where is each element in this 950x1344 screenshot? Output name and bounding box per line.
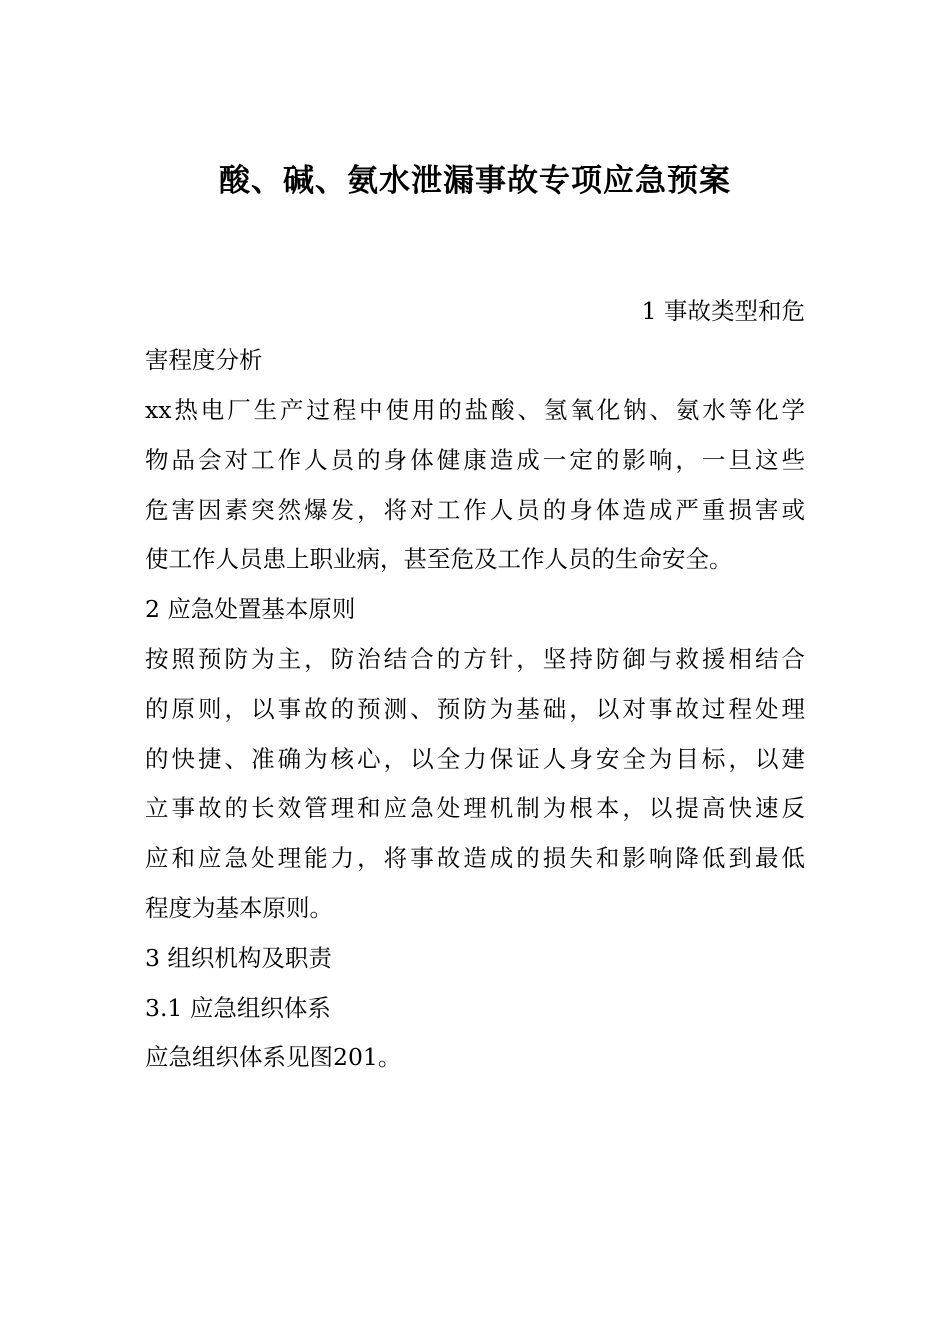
section-heading-2: 2 应急处置基本原则: [145, 595, 356, 623]
paragraph-line: 使工作人员患上职业病，甚至危及工作人员的生命安全。: [145, 545, 733, 573]
section-heading-3-1: 3.1 应急组织体系: [145, 994, 331, 1022]
document-title: 酸、碱、氨水泄漏事故专项应急预案: [219, 163, 731, 199]
section-heading-1b: 害程度分析: [145, 346, 263, 374]
paragraph-line: 的快捷、准确为核心，以全力保证人身安全为目标，以建: [145, 745, 805, 773]
paragraph-line: 立事故的长效管理和应急处理机制为根本，以提高快速反: [145, 794, 805, 822]
paragraph-line: 程度为基本原则。: [145, 894, 333, 922]
paragraph-line: 的原则，以事故的预测、预防为基础，以对事故过程处理: [145, 695, 805, 723]
paragraph-line: 危害因素突然爆发，将对工作人员的身体造成严重损害或: [145, 496, 805, 524]
section-heading-3: 3 组织机构及职责: [145, 944, 332, 972]
paragraph-line: xx热电厂生产过程中使用的盐酸、氢氧化钠、氨水等化学: [145, 396, 805, 424]
paragraph-line: 应急组织体系见图201。: [145, 1043, 402, 1071]
section-heading-1a: 1 事故类型和危: [641, 297, 805, 325]
paragraph-line: 应和应急处理能力，将事故造成的损失和影响降低到最低: [145, 844, 805, 872]
paragraph-line: 物品会对工作人员的身体健康造成一定的影响，一旦这些: [145, 446, 805, 474]
paragraph-line: 按照预防为主，防治结合的方针，坚持防御与救援相结合: [145, 645, 805, 673]
